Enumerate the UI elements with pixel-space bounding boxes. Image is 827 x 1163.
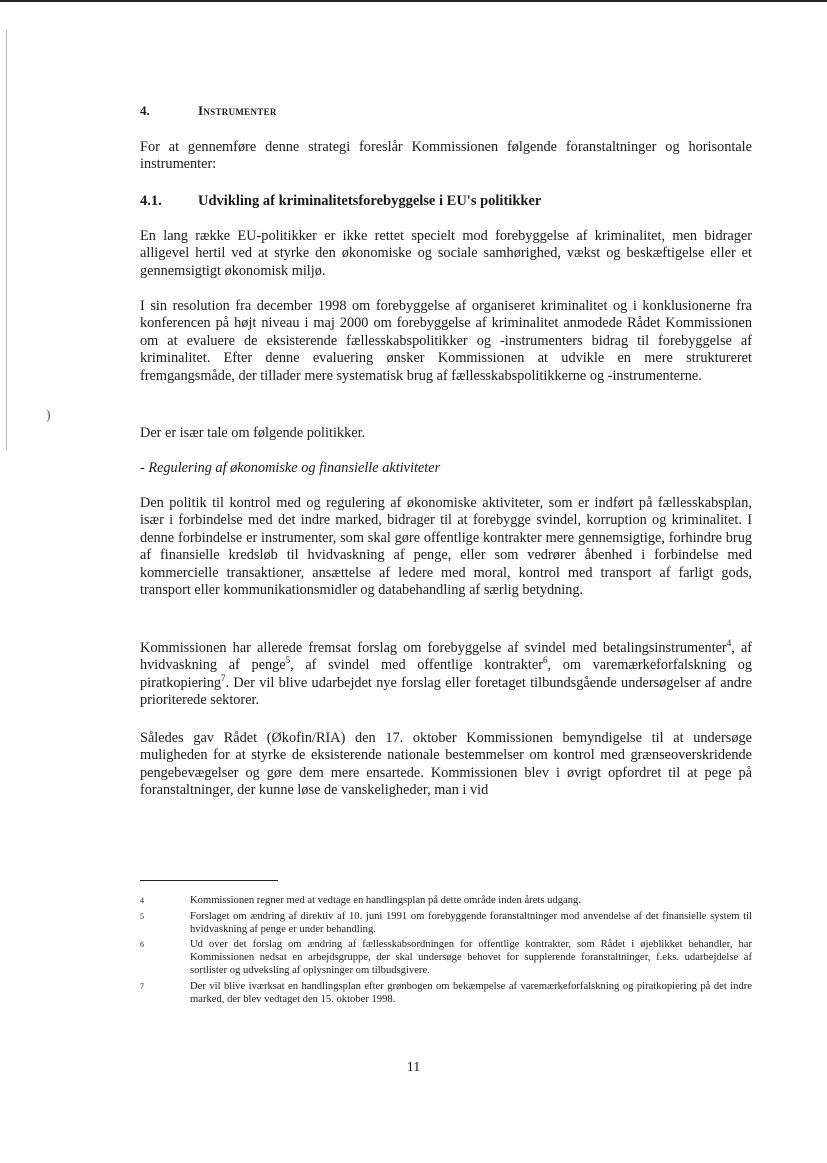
footnote-mark: 4 (140, 896, 144, 905)
footnote-ref-6[interactable]: 6 (543, 655, 548, 666)
page-number: 11 (406, 1060, 421, 1075)
subsection-number: 4.1. (140, 193, 162, 209)
p6-text-a: Kommissionen har allerede fremsat forslag om forebyggelse af svindel med betalingsinstrumenter (140, 640, 727, 656)
footnote-separator (140, 880, 278, 881)
section-number: 4. (140, 103, 150, 118)
p6-text-c: , af svindel med offentlige kontrakter (290, 657, 544, 674)
section-title: Instrumenter (198, 103, 277, 118)
footnote-text: Der vil blive iværksat en handlingsplan efter grønbogen om bekæmpelse af varemærkeforfalskning og piratkopiering på det indre marked, der blev vedtaget den 15. oktober 1998. (190, 980, 752, 1005)
paragraph-2: I sin resolution fra december 1998 om forebyggelse af organiseret kriminalitet og i konklusionerne fra konferencen på højt niveau i maj 2000 om forebyggelse af kriminalitet anmodede Rådet Kommissionen om at evaluere de eksisterende fællesskabspolitikker og -instrumenters bidrag til forebyggelse af kriminalitet. Efter denne evaluering ønsker Kommissionen at udvikle en mere struktureret fremgangsmåde, der tillader mere systematisk brug af fællesskabspolitikkerne og -instrumenterne. (140, 298, 752, 384)
paragraph-subheading: - Regulering af økonomiske og finansielle aktiviteter (140, 460, 441, 476)
paragraph-6 (140, 640, 752, 710)
paragraph-3: Der er især tale om følgende politikker. (140, 425, 366, 441)
subsection-title: Udvikling af kriminalitetsforebyggelse i EU's politikker (198, 193, 542, 209)
scan-hole-mark: ) (46, 408, 51, 423)
footnote-ref-7[interactable]: 7 (221, 673, 226, 684)
footnote-mark: 6 (140, 940, 144, 950)
footnotes (140, 895, 752, 1009)
paragraph-7: Således gav Rådet (Økofin/RIA) den 17. oktober Kommissionen bemyndigelse til at undersøge muligheden for at styrke de eksisterende nationale bestemmelser om kontrol med grænseoverskridende pengebevægelser og gøre dem mere ensartede. Kommissionen blev i øvrigt opfordret til at pege på foranstaltninger, der kunne løse de vanskeligheder, man i vid (140, 730, 752, 799)
footnote-4 (140, 895, 752, 908)
p6-text-b: , af hvidvaskning af penge (140, 640, 752, 674)
p6-text-d: , om varemærkeforfalskning og piratkopiering (140, 657, 752, 691)
scan-left-edge (6, 30, 7, 450)
footnote-text: Forslaget om ændring af direktiv af 10. juni 1991 om forebyggende foranstaltninger mod anvendelse af det finansielle system til hvidvaskning af penge er under behandling. (190, 910, 752, 935)
p6-text-e: . Der vil blive udarbejdet nye forslag eller foretaget tilbundsgående undersøgelser af andre prioriterede sektorer. (140, 674, 752, 709)
section-heading (140, 103, 277, 119)
paragraph-5: Den politik til kontrol med og regulering af økonomiske aktiviteter, som er indført på fællesskabsplan, især i forbindelse med det indre marked, bidrager til at forebygge svindel, korruption og kriminalitet. I denne forbindelse er instrumenter, som skal gøre offentlige kontrakter mere gennemsigtige, forhindre brug af finansielle kredsløb til hvidvaskning af penge, eller som vedrører åbenhed i forbindelse med kommercielle transaktioner, ansættelse af ledere med moral, kontrol med transport af farligt gods, transport eller kommunikationsmidler og databehandling af særlig betydning. (140, 495, 752, 599)
footnote-ref-5[interactable]: 5 (285, 655, 291, 666)
footnote-6 (140, 939, 752, 977)
footnote-7 (140, 981, 752, 1007)
paragraph-1: En lang række EU-politikker er ikke rettet specielt mod forebyggelse af kriminalitet, men bidrager alligevel hertil ved at styrke den økonomiske og sociale samhørighed, vækst og beskæftigelse eller et gennemsigtigt økonomisk miljø. (140, 228, 752, 279)
intro-paragraph: For at gennemføre denne strategi foreslår Kommissionen følgende foranstaltninger og horisontale instrumenter: (140, 139, 752, 173)
footnote-mark: 5 (140, 911, 144, 921)
subsection-heading (140, 193, 541, 210)
footnote-ref-4[interactable]: 4 (726, 638, 732, 649)
page-top-border (0, 0, 827, 2)
footnote-text: Kommissionen regner med at vedtage en handlingsplan på dette område inden årets udgang. (190, 895, 581, 906)
footnote-text: Ud over det forslag om ændring af fællesskabsordningen for offentlige kontrakter, som Rådet i øjeblikket behandler, har Kommissionen nedsat en arbejdsgruppe, der skal undersøge behovet for supplerende foranstaltninger, f.eks. udarbejdelse af sortlister og udveksling af oplysninger om tilbudsgivere. (190, 939, 752, 976)
footnote-mark: 7 (140, 981, 144, 991)
footnote-5 (140, 911, 752, 937)
